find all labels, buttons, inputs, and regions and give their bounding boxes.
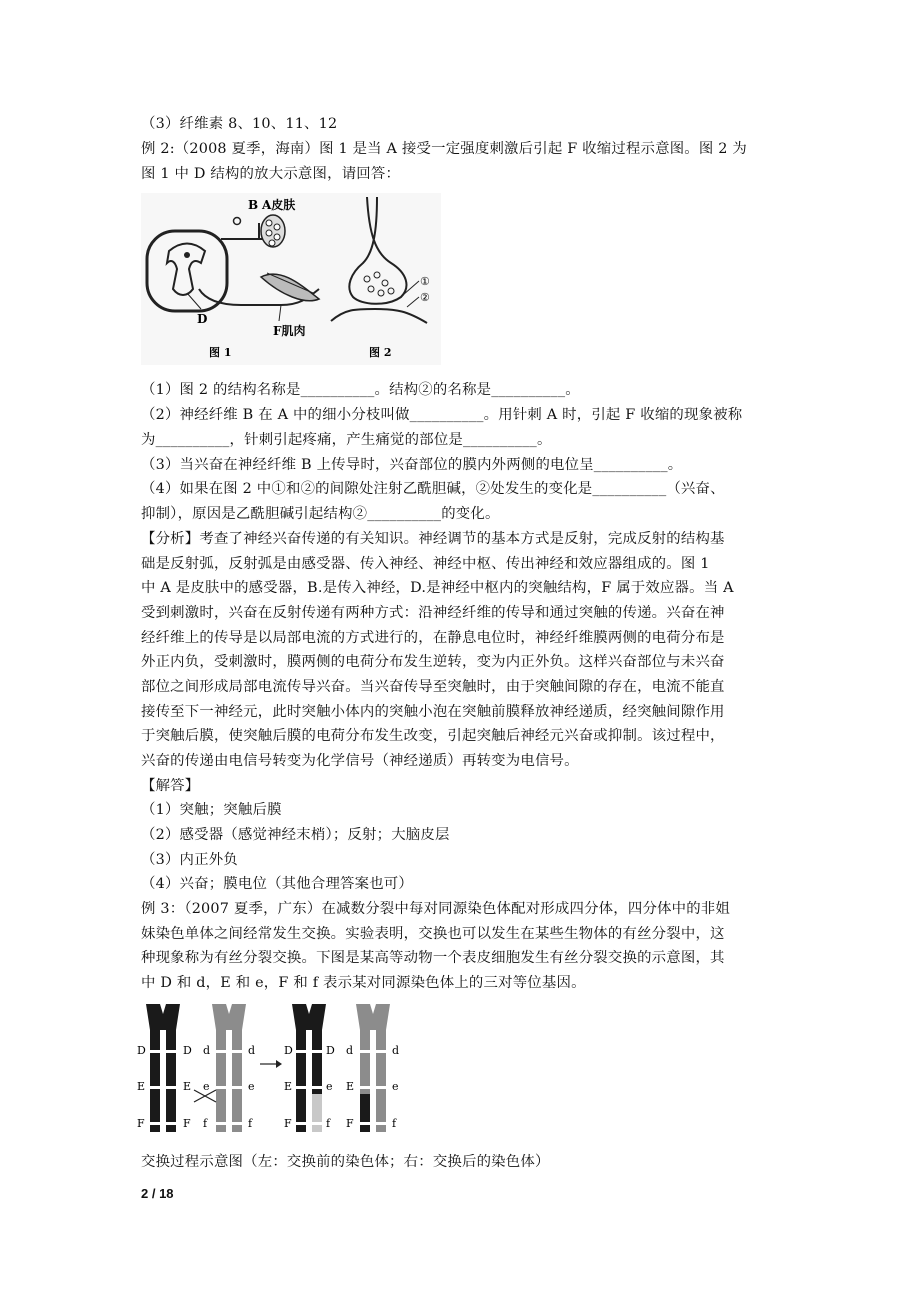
gene-label-d: d (248, 1044, 256, 1057)
gene-band (296, 1122, 306, 1125)
chromosome-after-gray (356, 1004, 390, 1132)
gene-label-E: E (346, 1080, 355, 1093)
question-2-part-4-line-2: 抑制），原因是乙酰胆碱引起结构②__________的变化。 (141, 506, 500, 522)
answer-heading: 【解答】 (141, 778, 200, 794)
question-2-part-2-line-1: （2）神经纤维 B 在 A 中的细小分枝叫做__________。用针刺 A 时，引起 F 收缩的现象被称 (141, 407, 743, 423)
gene-label-D: D (137, 1044, 146, 1057)
chromosome-after-dark (292, 1004, 326, 1132)
gene-band (376, 1086, 386, 1089)
chromosome-exchange-figure (136, 1004, 406, 1132)
analysis-line: 外正内负，受刺激时，膜两侧的电荷分布发生逆转，变为内正外负。这样兴奋部位与未兴奋 (141, 654, 725, 670)
answer-line: （3）内正外负 (141, 852, 238, 868)
gene-label-D: D (326, 1044, 335, 1057)
exchanged-segment (312, 1094, 322, 1132)
gene-band (360, 1086, 370, 1089)
chromosome-before-gray (212, 1004, 246, 1132)
analysis-line: 经纤维上的传导是以局部电流的方式进行的，在静息电位时，神经纤维膜两侧的电荷分布是 (141, 630, 725, 646)
chromosome-after-gray-top-arms (356, 1004, 390, 1030)
chromosome-after-dark-top-arms (292, 1004, 326, 1030)
previous-answer: （3）纤维素 8、10、11、12 (141, 116, 338, 132)
gene-label-e: e (248, 1080, 255, 1093)
gene-band (296, 1086, 306, 1089)
gene-label-E: E (284, 1080, 293, 1093)
gene-label-d: d (346, 1044, 354, 1057)
answer-line: （2）感受器（感觉神经末梢）；反射；大脑皮层 (141, 827, 450, 843)
label-b: B (248, 198, 259, 212)
gene-band (232, 1050, 242, 1053)
question-2-part-1: （1）图 2 的结构名称是__________。结构②的名称是__________。 (141, 382, 580, 398)
label-f-muscle: F肌肉 (273, 324, 306, 338)
gene-label-f: f (392, 1117, 397, 1130)
gene-label-f: f (203, 1117, 208, 1130)
gene-band (312, 1122, 322, 1125)
gene-label-F: F (346, 1117, 354, 1130)
question-3-intro-line: 中 D 和 d，E 和 e，F 和 f 表示某对同源染色体上的三对等位基因。 (141, 975, 586, 991)
chromosome-before-dark (146, 1004, 180, 1132)
gene-band (216, 1086, 226, 1089)
gene-band (216, 1050, 226, 1053)
gene-band (166, 1050, 176, 1053)
chromosome-before-gray-top-arms (212, 1004, 246, 1030)
gene-band (216, 1122, 226, 1125)
exchanged-segment (360, 1094, 370, 1132)
question-3-intro-line: 种现象称为有丝分裂交换。下图是某高等动物一个表皮细胞发生有丝分裂交换的示意图，其 (141, 950, 725, 966)
skin-receptor-icon (261, 215, 285, 247)
analysis-line: 接传至下一神经元，此时突触小体内的突触小泡在突触前膜释放神经递质，经突触间隙作用 (141, 704, 725, 720)
label-a-skin: A皮肤 (262, 198, 296, 212)
gene-label-D: D (284, 1044, 293, 1057)
gene-band (150, 1086, 160, 1089)
chromatid (296, 1028, 306, 1132)
analysis-line: 【分析】考查了神经兴奋传递的有关知识。神经调节的基本方式是反射，完成反射的结构基 (141, 531, 725, 547)
gene-band (150, 1050, 160, 1053)
gene-label-e: e (392, 1080, 399, 1093)
gene-band (232, 1086, 242, 1089)
question-2-intro-line-1: 例 2:（2008 夏季，海南）图 1 是当 A 接受一定强度刺激后引起 F 收缩过程示意图。图 2 为 (141, 141, 747, 157)
gene-label-e: e (326, 1080, 333, 1093)
question-3-figure-caption: 交换过程示意图（左：交换前的染色体；右：交换后的染色体） (141, 1154, 550, 1170)
chromatid (232, 1028, 242, 1132)
gene-band (312, 1050, 322, 1053)
page-number: 2 / 18 (141, 1186, 174, 1201)
gene-band (166, 1122, 176, 1125)
gene-band (376, 1050, 386, 1053)
label-d: D (197, 312, 208, 326)
analysis-line: 受到刺激时，兴奋在反射传递有两种方式：沿神经纤维的传导和通过突触的传递。兴奋在神 (141, 605, 725, 621)
gene-label-E: E (183, 1080, 192, 1093)
gene-label-d: d (203, 1044, 211, 1057)
gene-band (376, 1122, 386, 1125)
gene-label-F: F (284, 1117, 292, 1130)
answer-line: （1）突触；突触后膜 (141, 802, 282, 818)
chromatid (166, 1028, 176, 1132)
analysis-line: 部位之间形成局部电流传导兴奋。当兴奋传导至突触时，由于突触间隙的存在，电流不能直 (141, 679, 725, 695)
gene-band (312, 1086, 322, 1089)
gene-band (232, 1122, 242, 1125)
question-2-part-4-line-1: （4）如果在图 2 中①和②的间隙处注射乙酰胆碱，②处发生的变化是__________（兴奋、 (141, 481, 725, 497)
question-2-intro-line-2: 图 1 中 D 结构的放大示意图，请回答： (141, 166, 401, 182)
figure-1-caption: 图 1 (209, 346, 232, 359)
chromatid (216, 1028, 226, 1132)
gene-band (360, 1122, 370, 1125)
chromosome-layer (146, 1004, 390, 1132)
gene-band (360, 1050, 370, 1053)
figure-2-caption: 图 2 (369, 346, 392, 359)
analysis-line: 于突触后膜，使突触后膜的电荷分布发生改变，引起突触后神经元兴奋或抑制。该过程中， (141, 728, 725, 744)
label-structure-2: ② (420, 291, 430, 304)
question-2-part-2-line-2: 为__________，针刺引起疼痛，产生痛觉的部位是__________。 (141, 432, 552, 448)
gene-label-F: F (183, 1117, 191, 1130)
analysis-line: 中 A 是皮肤中的感受器，B.是传入神经，D.是神经中枢内的突触结构，F 属于效应器。当 A (141, 580, 734, 596)
chromosome-before-dark-top-arms (146, 1004, 180, 1030)
gene-band (150, 1122, 160, 1125)
analysis-line: 兴奋的传递由电信号转变为化学信号（神经递质）再转变为电信号。 (141, 753, 579, 769)
gene-label-D: D (183, 1044, 192, 1057)
chromatid (150, 1028, 160, 1132)
arrow-head-icon (276, 1060, 282, 1068)
gene-band (166, 1086, 176, 1089)
gene-band (296, 1050, 306, 1053)
gene-label-f: f (248, 1117, 253, 1130)
question-2-part-3: （3）当兴奋在神经纤维 B 上传导时，兴奋部位的膜内外两侧的电位呈__________。 (141, 457, 683, 473)
reflex-arc-figure (141, 193, 441, 365)
answer-line: （4）兴奋；膜电位（其他合理答案也可） (141, 876, 413, 892)
label-structure-1: ① (420, 275, 430, 288)
gene-label-E: E (137, 1080, 146, 1093)
analysis-line: 础是反射弧，反射弧是由感受器、传入神经、神经中枢、传出神经和效应器组成的。图 1 (141, 556, 710, 572)
chromatid (376, 1028, 386, 1132)
gene-label-e: e (203, 1080, 210, 1093)
question-3-intro-line: 例 3：（2007 夏季，广东）在减数分裂中每对同源染色体配对形成四分体，四分体中的非姐 (141, 901, 730, 917)
gene-labels (137, 1044, 399, 1130)
question-3-intro-line: 妹染色单体之间经常发生交换。实验表明，交换也可以发生在某些生物体的有丝分裂中，这 (141, 926, 725, 942)
gene-label-F: F (137, 1117, 145, 1130)
gene-label-f: f (326, 1117, 331, 1130)
gene-label-d: d (392, 1044, 400, 1057)
